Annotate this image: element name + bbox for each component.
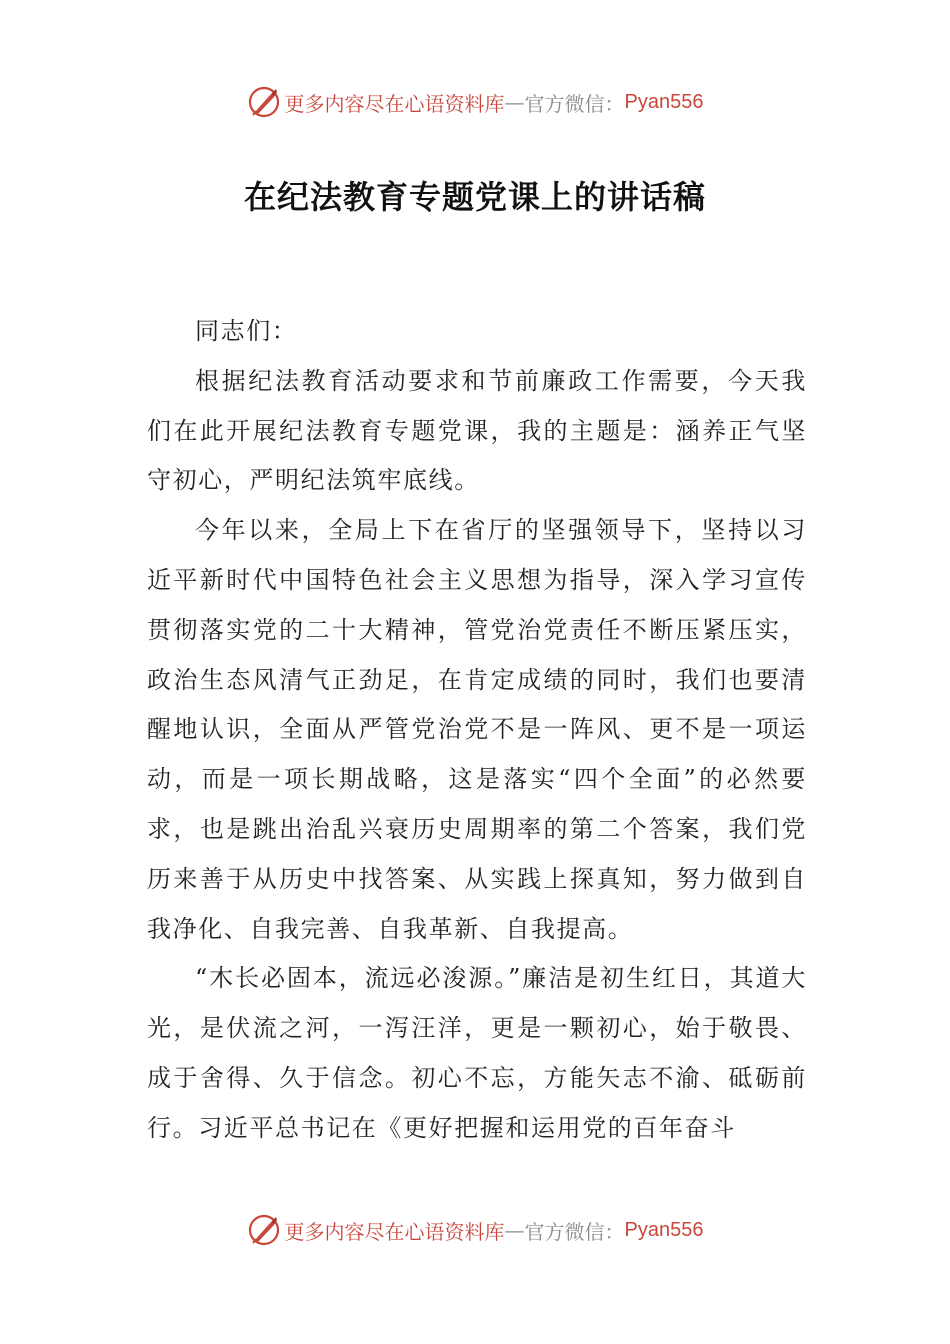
watermark-wechat-id: Pyan556 xyxy=(624,1218,704,1241)
body-paragraph: “木长必固本，流远必浚源。”廉洁是初生红日，其道大光，是伏流之河，一泻汪洋，更是一颗初心，始于敬畏、成于舍得、久于信念。初心不忘，方能矢志不渝、砥砺前行。习近平总书记在《更好把握和运用党的百年奋斗 xyxy=(147,964,807,1142)
watermark-wechat-label: 官方微信： xyxy=(524,1219,625,1244)
watermark-dash: — xyxy=(504,1218,525,1242)
quill-pen-circle-icon xyxy=(247,1213,281,1247)
body-paragraph: 今年以来，全局上下在省厅的坚强领导下，坚持以习近平新时代中国特色社会主义思想为指导，深入学习宣传贯彻落实党的二十大精神，管党治党责任不断压紧压实，政治生态风清气正劲足，在肯定成绩的同时，我们也要清醒地认识，全面从严管党治党不是一阵风、更不是一项运动，而是一项长期战略，这是落实“四个全面”的必然要求，也是跳出治乱兴衰历史周期率的第二个答案，我们党历来善于从历史中找答案、从实践上探真知，努力做到自我净化、自我完善、自我革新、自我提高。 xyxy=(147,516,807,943)
watermark-brand-text: 更多内容尽在心语资料库 xyxy=(284,1219,505,1244)
watermark-wechat-label: 官方微信： xyxy=(524,91,625,116)
body-paragraph: 根据纪法教育活动要求和节前廉政工作需要，今天我们在此开展纪法教育专题党课，我的主题是：涵养正气坚守初心，严明纪法筑牢底线。 xyxy=(147,366,807,495)
header-watermark xyxy=(0,82,950,122)
document-title: 在纪法教育专题党课上的讲话稿 xyxy=(243,178,706,216)
watermark-brand-text: 更多内容尽在心语资料库 xyxy=(284,91,505,116)
salutation-paragraph: 同志们： xyxy=(195,317,298,345)
document-body xyxy=(147,307,807,1154)
watermark-wechat-id: Pyan556 xyxy=(624,90,704,113)
watermark-dash: — xyxy=(504,90,525,114)
footer-watermark xyxy=(0,1210,950,1250)
quill-pen-circle-icon xyxy=(247,85,281,119)
